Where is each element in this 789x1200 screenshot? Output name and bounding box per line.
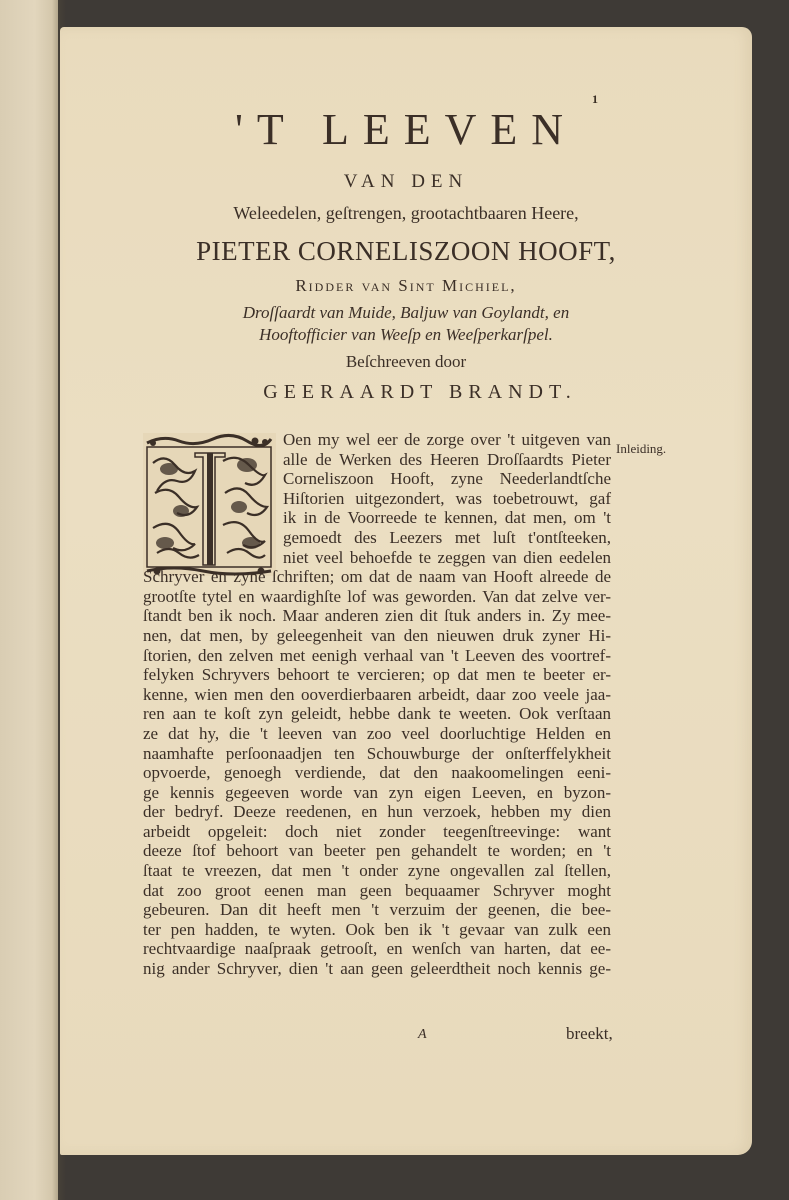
text-line: felyken Schryvers behoort te vercieren; op dat men te beeter er- bbox=[143, 665, 611, 685]
text-line: Oen my wel eer de zorge over 't uitgeven van bbox=[283, 430, 611, 449]
honorifics: Weleedelen, geſtrengen, grootachtbaaren Heere, bbox=[233, 203, 579, 223]
signature-mark: A bbox=[418, 1027, 427, 1042]
text-line: naamhafte perſoonaadjen ten Schouwburge der onſterffelykheit bbox=[143, 743, 611, 763]
text-line: gebeuren. Dan dit heeft men 't verzuim der geenen, die bee- bbox=[143, 900, 611, 920]
catchword: breekt, bbox=[566, 1024, 613, 1043]
text-line: ſtandt ben ik noch. Maar anderen zien dit ſtuk anders in. Zy mee- bbox=[143, 606, 611, 626]
text-line: rechtvaardige naaſpraak getrooſt, en wenſch van harten, dat ee- bbox=[143, 939, 611, 959]
offices-line: Hooftofficier van Weeſp en Weeſperkarſpel. bbox=[259, 325, 553, 344]
offices bbox=[60, 302, 752, 346]
written-by: Beſchreeven door bbox=[345, 352, 467, 371]
title: 'T LEEVEN bbox=[234, 105, 578, 154]
text-line: ſtorien, den zelven met eenigh verhaal van 't Leeven des voortref- bbox=[143, 645, 611, 665]
order-of-knighthood: Ridder van Sint Michiel, bbox=[295, 276, 517, 295]
subject-name: PIETER CORNELISZOON HOOFT, bbox=[196, 236, 616, 266]
page-number: 1 bbox=[592, 92, 598, 106]
text-line: ze dat hy, die 't leeven van zoo veel doorluchtige Helden en bbox=[143, 723, 611, 743]
text-line: ik in de Voorreede te kennen, dat men, om 't bbox=[283, 508, 611, 528]
text-line: niet veel behoefde te zeggen van dien eedelen bbox=[283, 547, 611, 567]
offices-line: Droſſaardt van Muide, Baljuw van Goylandt, en bbox=[242, 303, 570, 322]
text-line: Hiſtorien uitgezondert, was toebetrouwt, gaf bbox=[283, 488, 611, 508]
text-line: ge kennis gegeeven worde van zyn eigen Leeven, en byzon- bbox=[143, 782, 611, 802]
text-line: ren aan te koſt zyn geleidt, hebbe dank te weeten. Ook verſtaan bbox=[143, 704, 611, 724]
text-line: nig ander Schryver, dien 't aan geen geleerdtheit noch kennis ge- bbox=[143, 959, 611, 979]
text-line: Schryver en zyne ſchriften; om dat de naam van Hooft alreede de bbox=[143, 567, 611, 587]
subtitle: VAN DEN bbox=[343, 171, 469, 192]
text-line: der bedryf. Deeze reedenen, en hun verzoek, hebben my dien bbox=[143, 802, 611, 822]
text-line: grootſte tytel en waardighſte lof was geworden. Van dat zelve ver- bbox=[143, 586, 611, 606]
text-line: ſtaat te vreezen, dat men 't onder zyne ongevallen zal ſtellen, bbox=[143, 861, 611, 881]
text-line: arbeidt opgeleit: doch niet zonder teegenſtreevinge: want bbox=[143, 821, 611, 841]
text-line: opvoerde, genoegh verdiende, dat den naakoomelingen eeni- bbox=[143, 763, 611, 783]
text-line: dat zoo groot eenen man geen bequaamer Schryver moght bbox=[143, 880, 611, 900]
author: GEERAARDT BRANDT. bbox=[263, 381, 577, 403]
text-line: Corneliszoon Hooft, zyne Neederlandtſche bbox=[283, 469, 611, 489]
text-line: ter pen hadden, te wyten. Ook ben ik 't gevaar van zulk een bbox=[143, 919, 611, 939]
text-line: nen, dat men, by geleegenheit van den nieuwen druk zyner Hi- bbox=[143, 625, 611, 645]
text-line: deeze ſtof behoort van beeter pen gehandelt te worden; en 't bbox=[143, 841, 611, 861]
text-line: alle de Werken des Heeren Droſſaardts Pieter bbox=[283, 449, 611, 469]
margin-note: Inleiding. bbox=[616, 441, 667, 456]
facing-page-edge bbox=[0, 0, 58, 1200]
text-line: kenne, wien men den ooverdierbaaren arbeidt, daar zoo veele jaa- bbox=[143, 684, 611, 704]
text-line: gemoedt des Leezers met luſt t'ontſteeken, bbox=[283, 527, 611, 547]
body-text bbox=[143, 430, 611, 979]
